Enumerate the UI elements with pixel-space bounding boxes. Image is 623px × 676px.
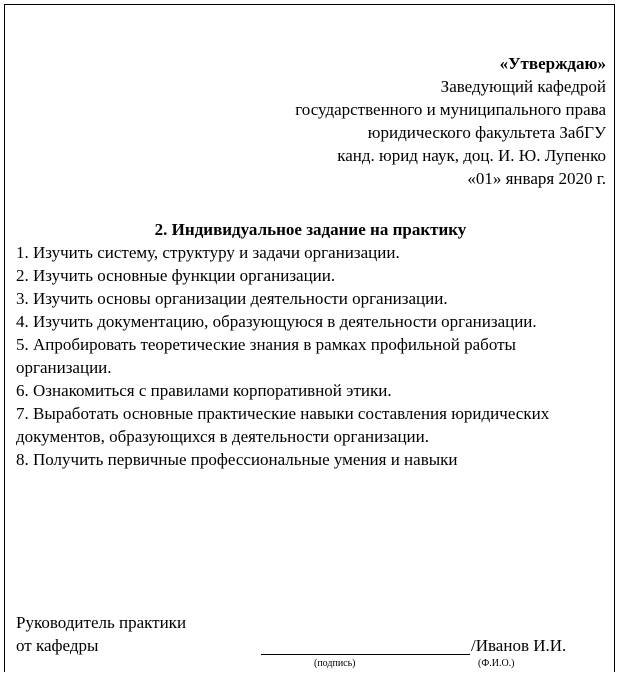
task-item: 8. Получить первичные профессиональные умения и навыки	[16, 450, 458, 469]
approval-stamp: «Утверждаю»	[499, 54, 606, 73]
task-item: 2. Изучить основные функции организации.	[16, 266, 336, 285]
supervisor-role-line1: Руководитель практики	[16, 613, 187, 632]
approval-department: государственного и муниципального права	[295, 100, 606, 119]
signature-line	[261, 654, 470, 655]
approval-position: Заведующий кафедрой	[440, 77, 606, 96]
signature-caption: (подпись)	[314, 658, 356, 669]
task-item: 4. Изучить документацию, образующуюся в деятельности организации.	[16, 312, 537, 331]
approval-block	[295, 52, 606, 190]
task-item: 5. Апробировать теоретические знания в рамках профильной работы организации.	[16, 335, 516, 377]
supervisor-name: /Иванов И.И.	[471, 636, 567, 655]
document-page	[4, 4, 615, 672]
approval-person: канд. юрид наук, доц. И. Ю. Лупенко	[337, 146, 606, 165]
name-caption: (Ф.И.О.)	[478, 658, 515, 669]
task-title: 2. Индивидуальное задание на практику	[154, 220, 467, 239]
task-item: 7. Выработать основные практические навыки составления юридических документов, образующихся в деятельности организации.	[16, 404, 550, 446]
task-item: 1. Изучить систему, структуру и задачи организации.	[16, 243, 400, 262]
approval-date: «01» января 2020 г.	[467, 169, 606, 188]
task-item: 6. Ознакомиться с правилами корпоративной этики.	[16, 381, 392, 400]
supervisor-role	[16, 611, 186, 657]
task-item: 3. Изучить основы организации деятельности организации.	[16, 289, 448, 308]
approval-faculty: юридического факультета ЗабГУ	[367, 123, 606, 142]
supervisor-role-line2: от кафедры	[16, 636, 99, 655]
task-list	[16, 241, 612, 471]
